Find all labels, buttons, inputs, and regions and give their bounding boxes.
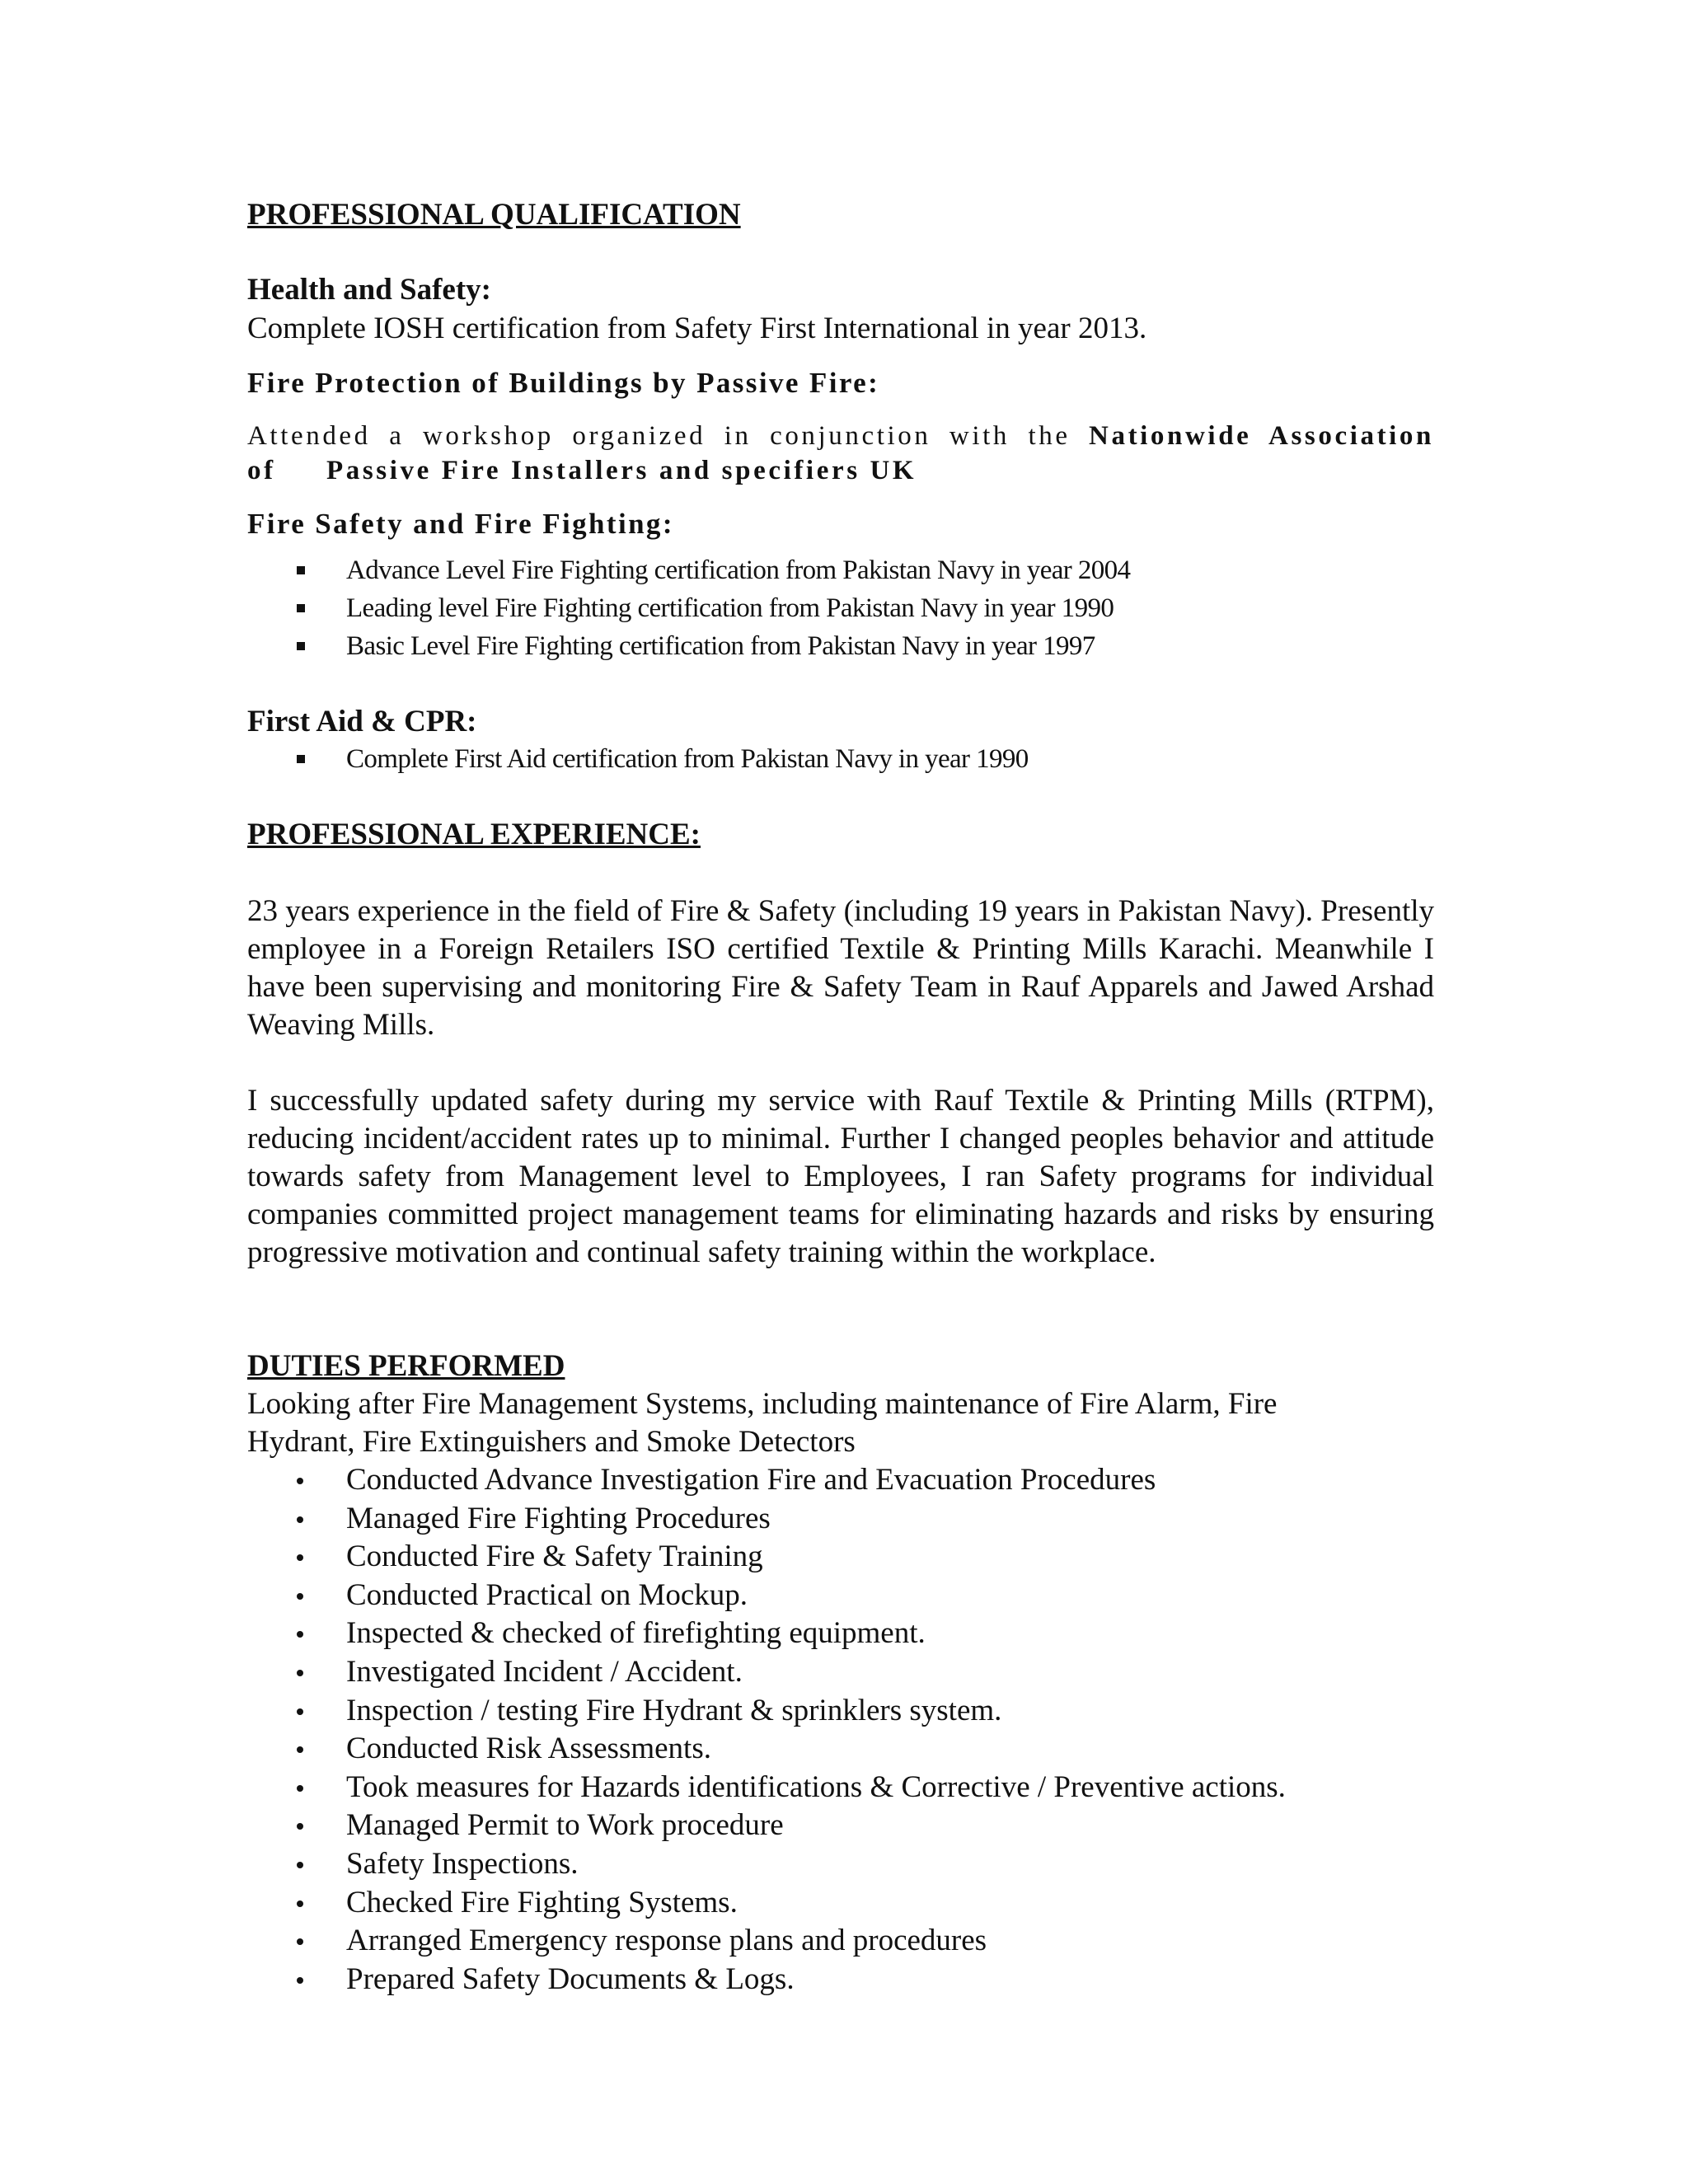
list-item: Complete First Aid certification from Pakistan Navy in year 1990 [247,740,1029,778]
list-item: Basic Level Fire Fighting certification from Pakistan Navy in year 1997 [247,627,1130,665]
list-item: Managed Permit to Work procedure [247,1807,1286,1845]
duties-title: DUTIES PERFORMED [247,1349,565,1383]
list-item: Inspection / testing Fire Hydrant & sprinklers system. [247,1692,1286,1731]
experience-paragraph-2: I successfully updated safety during my service with Rauf Textile & Printing Mills (RTPM), reducing incident/accident rates up to minimal. Further I changed peoples behavior and attitude towards safety from Management level to Employees, I ran Safety programs for individual companies committed project management teams for eliminating hazards and risks by ensuring progressive motivation and continual safety training within the workplace. [247,1084,1434,1269]
list-item: Investigated Incident / Accident. [247,1653,1286,1692]
list-item: Advance Level Fire Fighting certification from Pakistan Navy in year 2004 [247,551,1130,589]
list-item: Safety Inspections. [247,1845,1286,1884]
duties-intro-line-1: Looking after Fire Management Systems, including maintenance of Fire Alarm, Fire [247,1387,1278,1421]
list-item: Conducted Risk Assessments. [247,1730,1286,1769]
list-item: Managed Fire Fighting Procedures [247,1500,1286,1539]
list-item: Conducted Practical on Mockup. [247,1577,1286,1615]
health-safety-heading: Health and Safety: [247,273,491,307]
health-safety-text: Complete IOSH certification from Safety First International in year 2013. [247,312,1147,345]
list-item: Inspected & checked of firefighting equipment. [247,1615,1286,1653]
list-item: Conducted Advance Investigation Fire and Evacuation Procedures [247,1461,1286,1500]
first-aid-list [247,740,1029,778]
fire-fighting-list [247,551,1130,665]
passive-fire-heading: Fire Protection of Buildings by Passive Fire: [247,367,880,399]
experience-title: PROFESSIONAL EXPERIENCE: [247,818,701,851]
resume-page [247,0,1434,2184]
experience-paragraph-1: 23 years experience in the field of Fire & Safety (including 19 years in Pakistan Navy). Presently employee in a Foreign Retailers ISO certified Textile & Printing Mills Karachi. Meanwhile I have been supervising and monitoring Fire & Safety Team in Rauf Apparels and Jawed Arshad Weaving Mills. [247,894,1434,1042]
fire-fighting-heading: Fire Safety and Fire Fighting: [247,508,674,540]
passive-fire-text-bold: Nationwide Association of [247,421,1434,485]
list-item: Prepared Safety Documents & Logs. [247,1961,1286,1999]
duties-intro-line-2: Hydrant, Fire Extinguishers and Smoke Detectors [247,1425,856,1459]
qualification-title: PROFESSIONAL QUALIFICATION [247,198,741,232]
first-aid-heading: First Aid & CPR: [247,705,477,738]
list-item: Leading level Fire Fighting certification from Pakistan Navy in year 1990 [247,589,1130,627]
duties-list [247,1461,1286,1999]
passive-fire-organization: Passive Fire Installers and specifiers UK [326,456,917,485]
list-item: Checked Fire Fighting Systems. [247,1884,1286,1923]
list-item: Took measures for Hazards identifications & Corrective / Preventive actions. [247,1769,1286,1807]
passive-fire-text-plain: Attended a workshop organized in conjunction with the [247,421,1071,451]
list-item: Conducted Fire & Safety Training [247,1538,1286,1577]
list-item: Arranged Emergency response plans and procedures [247,1922,1286,1961]
